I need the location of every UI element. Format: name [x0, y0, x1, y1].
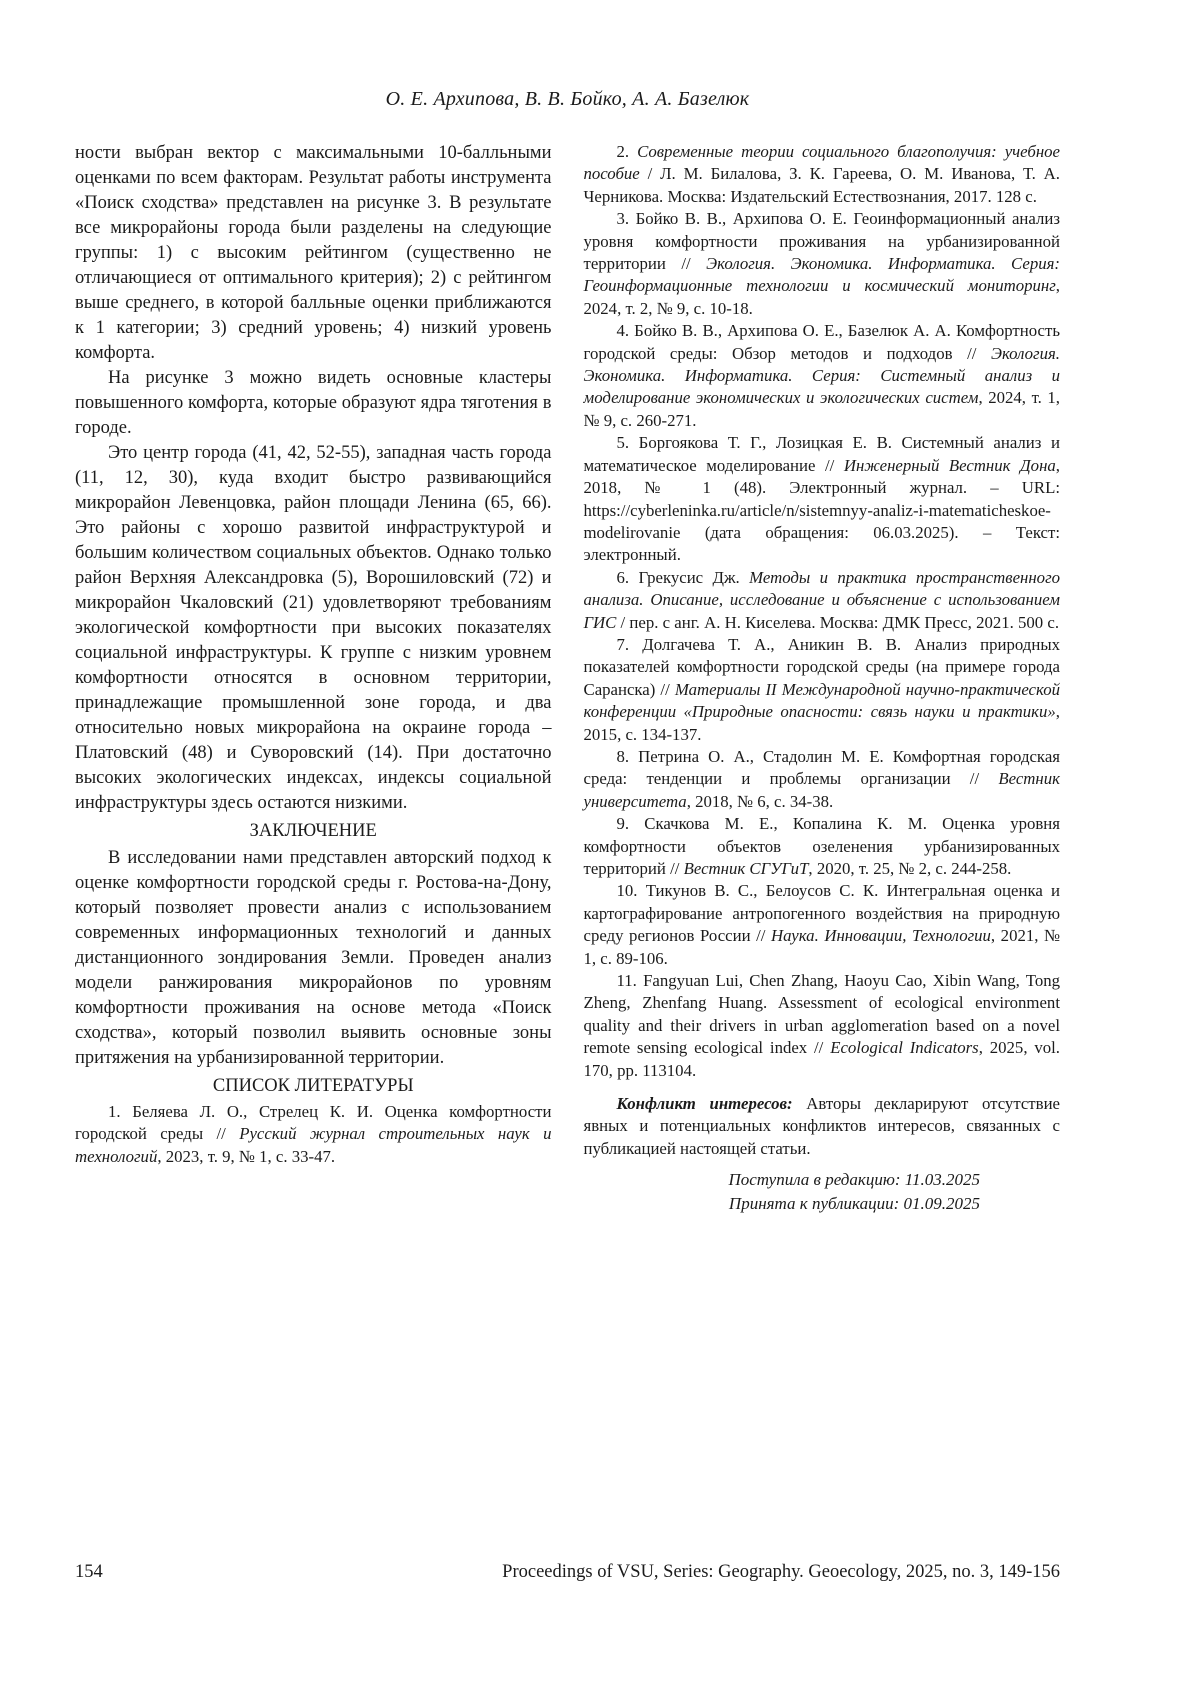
text-segment: 4. Бойко В. В., Архипова О. Е., Базелюк А. А. Комфортность городской среды: Обзор методов и подходов //: [583, 321, 1060, 363]
text-segment: / Л. М. Билалова, З. К. Гареева, О. М. Иванова, Т. А. Черникова. Москва: Издательский Естествознания, 2017. 128 с.: [583, 164, 1060, 206]
body-paragraph: [75, 141, 552, 366]
text-segment: 9. Скачкова М. Е., Копалина К. М. Оценка уровня комфортности объектов озеленения урбанизированных территорий //: [583, 814, 1060, 878]
text-segment: , 2015, с. 134-137.: [583, 702, 1060, 744]
text-segment: 3. Бойко В. В., Архипова О. Е. Геоинформационный анализ уровня комфортности проживания на урбанизированной территории //: [583, 209, 1060, 274]
reference-item: [584, 208, 1061, 320]
text-segment: , 2020, т. 25, № 2, с. 244-258.: [808, 859, 1012, 878]
text-segment: Вестник СГУГиТ: [683, 859, 809, 878]
page-number: 154: [75, 1562, 103, 1582]
text-segment: Экология. Экономика. Информатика. Серия: Системный анализ и моделирование экономических и экологических систем: [583, 343, 1060, 408]
text-segment: Наука. Инновации, Технологии: [771, 926, 991, 946]
text-segment: Русский журнал строительных наук и технологий: [75, 1124, 552, 1166]
submission-date-line: Поступила в редакцию: 11.03.2025: [728, 1170, 980, 1190]
text-segment: Методы и практика пространственного анализа. Описание, исследование и объяснение с использованием ГИС: [583, 567, 1061, 632]
text-segment: Конфликт интересов:: [616, 1094, 793, 1114]
conflict-of-interest-note: [584, 1093, 1061, 1160]
text-segment: , 2018, № 1 (48). Электронный журнал. – URL:: [583, 455, 1060, 498]
text-segment: Это центр города (41, 42, 52-55), западная часть города (11, 12, 30), куда входит быстро развивающийся микрорайон Левенцовка, район площади Ленина (65, 66). Это районы с хорошо развитой инфраструктурой и большим количеством социальных объектов. Однако только район Верхняя Александровка (5), Ворошиловский (72) и микрорайон Чкаловский (21) удовлетворяют требованиям экологической комфортности при высоких показателях социальной инфраструктуры. К группе с низким уровнем комфортности относятся в основном территории, принадлежащие промышленной зоне города, и два относительно новых микрорайона на окраине города – Платовский (48) и Суворовский (14). При достаточно высоких экологических индексах, индексы социальной инфраструктуры здесь остаются низкими.: [75, 443, 552, 813]
page-footer: [75, 1562, 1060, 1583]
body-paragraph: [75, 846, 552, 1071]
reference-item: [584, 634, 1061, 746]
journal-citation: Proceedings of VSU, Series: Geography. Geoecology, 2025, no. 3, 149-156: [502, 1562, 1060, 1582]
left-column: [75, 141, 552, 1216]
section-heading-text: СПИСОК ЛИТЕРАТУРЫ: [212, 1076, 414, 1096]
text-segment: , 2023, т. 9, № 1, с. 33-47.: [157, 1146, 336, 1166]
reference-item: [584, 141, 1061, 208]
text-segment: 2.: [616, 142, 638, 161]
text-segment: 11. Fangyuan Lui, Chen Zhang, Haoyu Cao, Xibin Wang, Tong Zheng, Zhenfang Huang. Assessment of ecological environment quality and their drivers in urban agglomeration based on a novel remote sensing ecological index //: [583, 971, 1060, 1058]
text-segment: , 2018, № 6, с. 34-38.: [686, 791, 834, 811]
text-segment: Современные теории социального благополучия: учебное пособие: [583, 142, 1061, 184]
right-column: [584, 141, 1061, 1216]
reference-url: https://cyberleninka.ru/article/n/sistemnyy-analiz-i-matematicheskoe-modelirovanie: [583, 500, 1051, 542]
reference-item: [584, 567, 1061, 634]
reference-item: [584, 746, 1061, 813]
text-segment: 6. Грекусис Дж.: [616, 567, 750, 587]
body-paragraph: [75, 441, 552, 816]
text-segment: 7. Долгачева Т. А., Аникин В. В. Анализ природных показателей комфортности городской среды (на примере города Саранска) //: [583, 634, 1060, 699]
text-segment: В исследовании нами представлен авторский подход к оценке комфортности городской среды г. Ростова-на-Дону, который позволяет провести анализ с использованием современных информационных технологий и данных дистанционного зондирования Земли. Проведен анализ модели ранжирования микрорайонов по уровням комфортности проживания на основе метода «Поиск сходства», который позволил выявить основные зоны притяжения на урбанизированной территории.: [75, 848, 552, 1068]
text-segment: ности выбран вектор с максимальными 10-балльными оценками по всем факторам. Результат работы инструмента «Поиск сходства» представлен на рисунке 3. В результате все микрорайоны города были разделены на следующие группы: 1) с высоким рейтингом (существенно не отличающиеся от оптимального критерия); 2) с рейтингом выше среднего, в которой балльные оценки приближаются к 1 категории; 3) средний уровень; 4) низкий уровень комфорта.: [75, 143, 552, 363]
text-segment: , 2021, № 1, с. 89-106.: [583, 926, 1060, 968]
page-header-authors: О. Е. Архипова, В. В. Бойко, А. А. Базелюк: [385, 88, 750, 110]
reference-item: [584, 320, 1061, 432]
section-heading: [75, 819, 552, 844]
text-segment: Материалы II Международной научно-практической конференции «Природные опасности: связь науки и практики»: [583, 679, 1060, 722]
reference-item: [584, 813, 1061, 880]
text-segment: 1. Беляева Л. О., Стрелец К. И. Оценка комфортности городской среды //: [75, 1102, 552, 1144]
text-segment: , 2025, vol. 170, pp. 113104.: [583, 1038, 1060, 1080]
text-segment: На рисунке 3 можно видеть основные кластеры повышенного комфорта, которые образуют ядра тяготения в городе.: [75, 368, 552, 438]
text-segment: Инженерный Вестник Дона: [843, 455, 1056, 475]
reference-item: [584, 970, 1061, 1082]
section-heading: [75, 1074, 552, 1099]
text-segment: Экология. Экономика. Информатика. Серия: Геоинформационные технологии и космический мониторинг: [583, 254, 1060, 296]
text-segment: (дата обращения: 06.03.2025). – Текст: электронный.: [583, 522, 1060, 565]
text-segment: 10. Тикунов В. С., Белоусов С. К. Интегральная оценка и картографирование антропогенного воздействия на природную среду регионов России //: [583, 881, 1060, 946]
text-segment: Ecological Indicators: [830, 1038, 979, 1058]
text-segment: / пер. с анг. А. Н. Киселева. Москва: ДМК Пресс, 2021. 500 с.: [616, 612, 1060, 632]
reference-item: [584, 432, 1061, 566]
submission-date-line: Принята к публикации: 01.09.2025: [728, 1194, 980, 1214]
reference-item: [584, 880, 1061, 970]
text-segment: , 2024, т. 1, № 9, с. 260-271.: [583, 388, 1060, 430]
section-heading-text: ЗАКЛЮЧЕНИЕ: [249, 821, 377, 841]
text-segment: 5. Боргоякова Т. Г., Лозицкая Е. В. Системный анализ и математическое моделирование //: [583, 433, 1060, 475]
two-column-layout: [75, 141, 1060, 1216]
reference-item: [75, 1101, 552, 1168]
text-segment: 8. Петрина О. А., Стадолин М. Е. Комфортная городская среда: тенденции и проблемы организации //: [583, 746, 1060, 789]
submission-dates: [584, 1168, 1061, 1216]
text-segment: Авторы декларируют отсутствие явных и потенциальных конфликтов интересов, связанных с публикацией настоящей статьи.: [583, 1094, 1060, 1158]
body-paragraph: [75, 366, 552, 441]
text-segment: Вестник университета: [583, 769, 1060, 811]
text-segment: , 2024, т. 2, № 9, с. 10-18.: [583, 276, 1060, 318]
